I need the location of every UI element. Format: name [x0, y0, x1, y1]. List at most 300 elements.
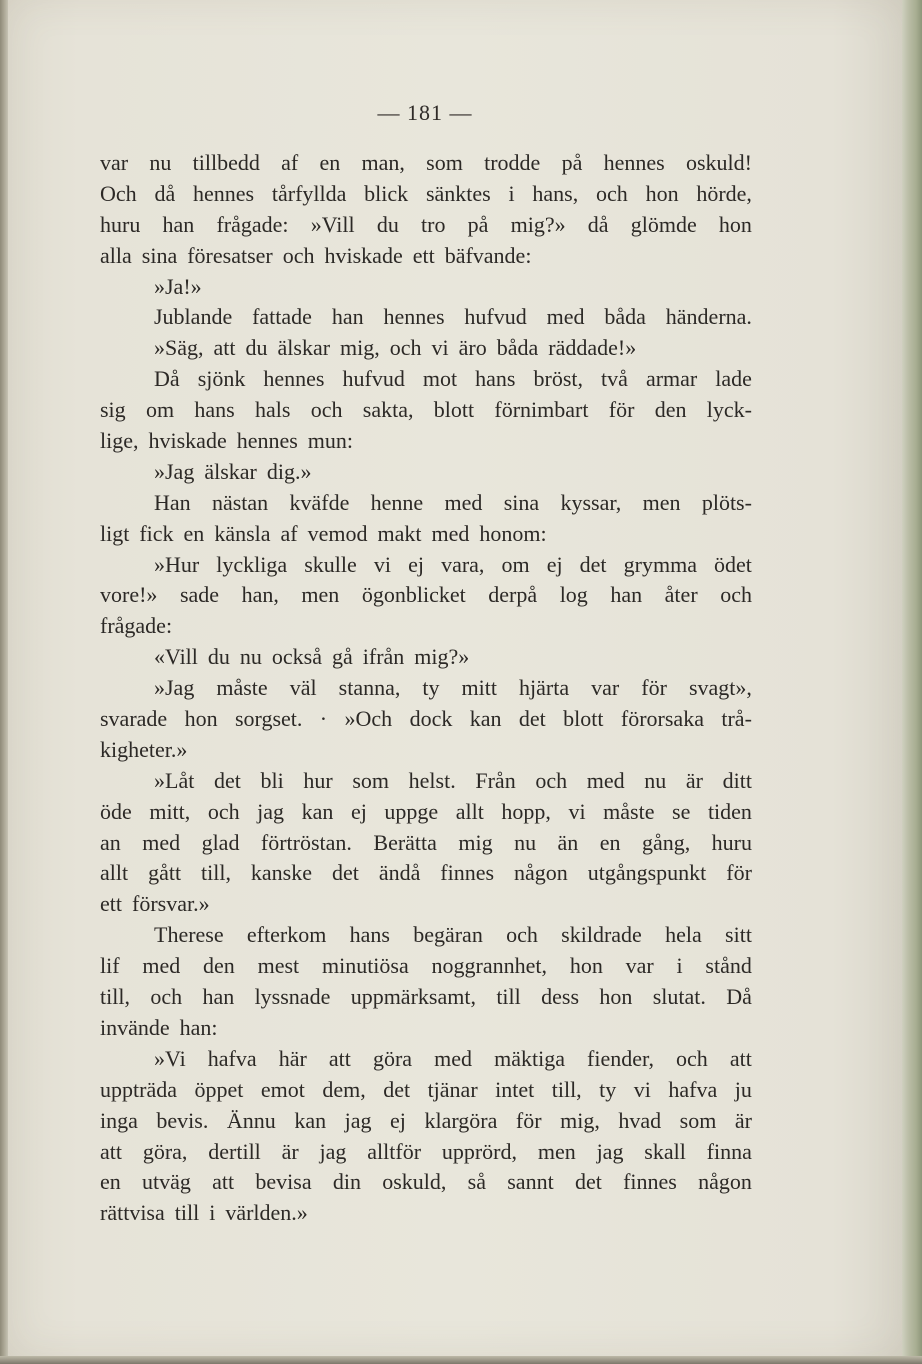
word: mäktiga [494, 1045, 565, 1071]
word: någon [698, 1169, 752, 1195]
word: måste [603, 798, 655, 824]
word: dem, [322, 1076, 366, 1102]
word: svarade [100, 706, 168, 732]
word: vi [568, 798, 586, 824]
word: lige, [100, 428, 139, 454]
word: var [100, 150, 129, 175]
word: ej [390, 1107, 406, 1133]
text-line [100, 1198, 752, 1229]
word: du [207, 644, 230, 670]
word: då [587, 211, 609, 237]
word: svagt», [688, 675, 752, 701]
word: ju [734, 1076, 752, 1102]
word: efterkom [246, 922, 327, 948]
word: kväfde [289, 489, 350, 515]
text-line [100, 426, 752, 457]
text-line [100, 179, 752, 210]
word: bevis. [156, 1107, 209, 1133]
word: äro [458, 335, 487, 361]
word: Från [475, 767, 516, 793]
word: allt [100, 860, 129, 886]
word: »Ja!» [154, 273, 202, 299]
word: han [610, 582, 643, 608]
text-line [100, 1137, 752, 1168]
word: med [586, 767, 625, 793]
word: och [676, 1045, 708, 1071]
word: af [281, 150, 299, 175]
page-number: — 181 — [377, 100, 473, 125]
word: mig?» [414, 644, 470, 670]
word: gått [148, 860, 182, 886]
word: uppge [384, 798, 439, 824]
word: Han [154, 489, 191, 515]
word: och [310, 397, 343, 423]
word: »Jag [154, 675, 195, 701]
word: blott [563, 706, 604, 732]
word: måste [216, 675, 268, 701]
word: hur [303, 767, 333, 793]
word: ej [546, 551, 563, 577]
word: den [203, 953, 235, 979]
word: ett [412, 242, 435, 268]
word: båda [496, 335, 539, 361]
word: världen.» [225, 1200, 308, 1226]
word: kan [294, 1107, 327, 1133]
word: han [162, 211, 195, 237]
word: tillbedd [192, 150, 260, 175]
word: hennes [603, 150, 665, 175]
text-line [100, 889, 752, 920]
word: en [599, 829, 621, 855]
word: hafva [207, 1045, 257, 1071]
word: Berätta [373, 829, 437, 855]
word: att [729, 1045, 752, 1071]
word: »Säg, [154, 335, 204, 361]
word: vi [431, 335, 449, 361]
page-edge-right [902, 0, 922, 1364]
word: »Och [344, 706, 393, 732]
word: bäfvande: [444, 242, 532, 268]
word: hans [475, 366, 516, 392]
word: tro [421, 211, 446, 237]
word: jag [596, 1138, 624, 1164]
text-line [100, 704, 752, 735]
word: var [591, 675, 620, 701]
word: ligt [100, 520, 130, 546]
word: gång, [641, 829, 691, 855]
body-text [100, 148, 752, 1229]
word: till [174, 1200, 200, 1226]
word: hörde, [696, 180, 752, 206]
text-line [100, 550, 752, 581]
word: hon [599, 984, 633, 1010]
word: sina [503, 489, 540, 515]
word: till, [551, 1076, 582, 1102]
word: bevisa [255, 1169, 312, 1195]
word: tjänar [427, 1076, 478, 1102]
word: alltför [367, 1138, 422, 1164]
word: ty [422, 675, 440, 701]
word: nu [644, 767, 667, 793]
text-line [100, 241, 752, 272]
word: af [280, 520, 298, 546]
word: han: [179, 1014, 218, 1040]
word: åter [664, 582, 698, 608]
word: han [331, 304, 364, 330]
word: hjärta [519, 675, 570, 701]
word: hans [349, 922, 390, 948]
word: förnimbart [494, 397, 589, 423]
word: lyssnade [254, 984, 331, 1010]
word: att [100, 1138, 122, 1164]
text-line [100, 1013, 752, 1044]
word: mig [458, 829, 493, 855]
word: än [557, 829, 579, 855]
word: fattade [252, 304, 312, 330]
word: också [271, 644, 322, 670]
text-line [100, 488, 752, 519]
word: hennes [236, 428, 298, 454]
word: stånd [705, 953, 752, 979]
word: mitt, [149, 798, 191, 824]
word: mig, [560, 1107, 600, 1133]
word: dertill [208, 1138, 261, 1164]
word: vore!» [100, 582, 158, 608]
word: emot [260, 1076, 305, 1102]
word: förorsaka [620, 706, 704, 732]
word: glömde [630, 211, 697, 237]
word: att [212, 1169, 235, 1195]
word: hvad [618, 1107, 662, 1133]
word: sina [141, 242, 178, 268]
word: till [496, 984, 521, 1010]
word: stanna, [338, 675, 401, 701]
word: noggrannhet, [431, 953, 548, 979]
word: kigheter.» [100, 736, 188, 762]
word: Då [154, 366, 180, 392]
word: var [625, 953, 654, 979]
word: försvar.» [132, 891, 210, 917]
text-line [100, 797, 752, 828]
word: din [332, 1169, 361, 1195]
word: lade [715, 366, 752, 392]
word: hennes [192, 180, 255, 206]
word: med [546, 304, 585, 330]
word: för [515, 1107, 542, 1133]
word: föresatser [187, 242, 273, 268]
word: »Vi [154, 1045, 186, 1071]
word: upprörd, [441, 1138, 518, 1164]
word: räddade!» [548, 335, 637, 361]
word: hon [184, 706, 218, 732]
word: gå [332, 644, 353, 670]
word: om [145, 397, 175, 423]
word: båda [604, 304, 646, 330]
text-line [100, 951, 752, 982]
text-line [100, 395, 752, 426]
word: honom: [479, 520, 547, 546]
word: bli [260, 767, 284, 793]
word: grymma [623, 551, 697, 577]
text-line [100, 272, 752, 303]
word: dig.» [266, 458, 312, 484]
word: nu [514, 829, 537, 855]
word: det [574, 1169, 602, 1195]
word: tårfyllda [271, 180, 347, 206]
word: vara, [441, 551, 485, 577]
word: vemod [307, 520, 368, 546]
word: log [559, 582, 588, 608]
book-page [8, 0, 904, 1356]
word: hans, [532, 180, 579, 206]
word: hans [194, 397, 235, 423]
word: invände [100, 1014, 170, 1040]
text-line [100, 519, 752, 550]
word: älskar [277, 335, 331, 361]
text-line [100, 333, 752, 364]
word: händerna. [665, 304, 752, 330]
word: ödet [714, 551, 752, 577]
text-line [100, 1075, 752, 1106]
word: mitt [461, 675, 497, 701]
word: men [537, 1138, 576, 1164]
word: till, [100, 984, 130, 1010]
word: hennes [263, 366, 325, 392]
word: någon [514, 860, 568, 886]
word: inga [100, 1107, 138, 1133]
word: nu [149, 150, 172, 175]
word: vi [373, 551, 392, 577]
word: med [434, 1045, 473, 1071]
word: han, [241, 582, 279, 608]
word: hals [254, 397, 291, 423]
word: fiender, [587, 1045, 654, 1071]
word: utgångspunkt [587, 860, 707, 886]
word: »Jag [154, 458, 195, 484]
word: blick [364, 180, 409, 206]
word: en [183, 520, 205, 546]
word: i [676, 953, 683, 979]
word: dess [541, 984, 580, 1010]
word: öde [100, 798, 132, 824]
text-line [100, 302, 752, 333]
word: »Låt [154, 767, 195, 793]
word: trå- [721, 706, 752, 732]
word: mest [257, 953, 300, 979]
text-line [100, 673, 752, 704]
word: huru [711, 829, 752, 855]
word: du [376, 211, 399, 237]
word: Och [100, 180, 137, 206]
word: intet [495, 1076, 535, 1102]
word: an [100, 829, 121, 855]
word: Jublande [154, 304, 233, 330]
text-line [100, 148, 752, 179]
word: nu [239, 644, 262, 670]
word: hopp, [501, 798, 551, 824]
word: med [444, 489, 483, 515]
word: plöts- [701, 489, 752, 515]
word: hon [645, 180, 679, 206]
word: lif [100, 953, 120, 979]
word: är [685, 767, 704, 793]
text-line [100, 920, 752, 951]
word: öppet [194, 1076, 244, 1102]
word: mig, [340, 335, 380, 361]
word: «Vill [154, 644, 198, 670]
word: det [331, 860, 359, 886]
word: ögonblicket [361, 582, 466, 608]
word: göra, [142, 1138, 188, 1164]
word: tiden [707, 798, 752, 824]
word: derpå [488, 582, 538, 608]
word: förtröstan. [260, 829, 352, 855]
word: med [431, 520, 470, 546]
text-line [100, 642, 752, 673]
word: hennes [383, 304, 445, 330]
word: så [467, 1169, 486, 1195]
word: nästan [211, 489, 269, 515]
word: frågade: [100, 613, 173, 639]
word: uppträda [100, 1076, 177, 1102]
word: finnes [440, 860, 495, 886]
word: i [209, 1200, 216, 1226]
word: uppmärksamt, [350, 984, 476, 1010]
word: jag [257, 798, 285, 824]
word: hviskade [148, 428, 227, 454]
word: oskuld, [382, 1169, 447, 1195]
text-line [100, 735, 752, 766]
word: hon [569, 953, 603, 979]
word: slutat. [652, 984, 706, 1010]
word: på [561, 150, 583, 175]
word: ett [100, 891, 122, 917]
word: kanske [250, 860, 313, 886]
word: kyssar, [560, 489, 622, 515]
word: som [426, 150, 463, 175]
word: mun: [307, 428, 354, 454]
word: blott [433, 397, 475, 423]
word: jag [344, 1107, 372, 1133]
word: men [301, 582, 340, 608]
page-edge-bottom [0, 1356, 922, 1364]
word: helst. [408, 767, 456, 793]
word: trodde [484, 150, 541, 175]
word: mot [422, 366, 458, 392]
text-line [100, 766, 752, 797]
text-line [100, 1167, 752, 1198]
word: minutiösa [321, 953, 409, 979]
word: för [641, 675, 667, 701]
word: sitt [725, 922, 752, 948]
word: kan [469, 706, 502, 732]
text-line [100, 1106, 752, 1137]
word: ändå [378, 860, 421, 886]
word: det [383, 1076, 411, 1102]
word: göra [372, 1045, 413, 1071]
word: hafva [668, 1076, 718, 1102]
word: sänktes [425, 180, 491, 206]
word: för [726, 860, 752, 886]
word: utväg [142, 1169, 191, 1195]
word: sjönk [197, 366, 246, 392]
word: hela [665, 922, 702, 948]
word: som [679, 1107, 717, 1133]
word: med [142, 953, 181, 979]
word: en [319, 150, 341, 175]
word: »Vill [310, 211, 355, 237]
word: alla [100, 242, 132, 268]
word: och [720, 582, 752, 608]
word: glad [201, 829, 240, 855]
word: lyck- [706, 397, 752, 423]
text-line [100, 611, 752, 642]
word: det [579, 551, 607, 577]
word: två [601, 366, 628, 392]
word: lyckliga [216, 551, 288, 577]
word: man, [361, 150, 405, 175]
word: kan [301, 798, 334, 824]
word: hon [718, 211, 752, 237]
word: älskar [204, 458, 257, 484]
word: att [328, 1045, 351, 1071]
word: det [213, 767, 241, 793]
word: och [207, 798, 240, 824]
word: skall [644, 1138, 686, 1164]
text-line [100, 982, 752, 1013]
word: som [352, 767, 390, 793]
word: armar [645, 366, 698, 392]
text-line [100, 457, 752, 488]
text-line [100, 1044, 752, 1075]
text-line [100, 364, 752, 395]
word: fick [139, 520, 174, 546]
word: huru [100, 211, 141, 237]
word: är [734, 1107, 752, 1133]
word: du [245, 335, 268, 361]
word: är [281, 1138, 299, 1164]
word: och [150, 984, 183, 1010]
word: henne [370, 489, 424, 515]
word: ej [408, 551, 424, 577]
word: och [389, 335, 422, 361]
word: och [596, 180, 628, 206]
word: finnes [623, 1169, 677, 1195]
word: klargöra [424, 1107, 498, 1133]
word: allt [455, 798, 484, 824]
word: en [100, 1169, 121, 1195]
text-line [100, 580, 752, 611]
word: hufvud [342, 366, 405, 392]
word: vi [633, 1076, 651, 1102]
word: sorgset. [234, 706, 303, 732]
word: jag [319, 1138, 347, 1164]
word: Ännu [226, 1107, 276, 1133]
text-line [100, 828, 752, 859]
word: för [608, 397, 635, 423]
word: · [319, 706, 328, 732]
word: Therese [154, 922, 224, 948]
word: ej [350, 798, 367, 824]
word: men [642, 489, 681, 515]
word: hviskade [324, 242, 403, 268]
word: rättvisa [100, 1200, 165, 1226]
word: ty [599, 1076, 617, 1102]
word: med [142, 829, 181, 855]
word: Då [726, 984, 752, 1010]
text-line [100, 210, 752, 241]
word: och [535, 767, 568, 793]
